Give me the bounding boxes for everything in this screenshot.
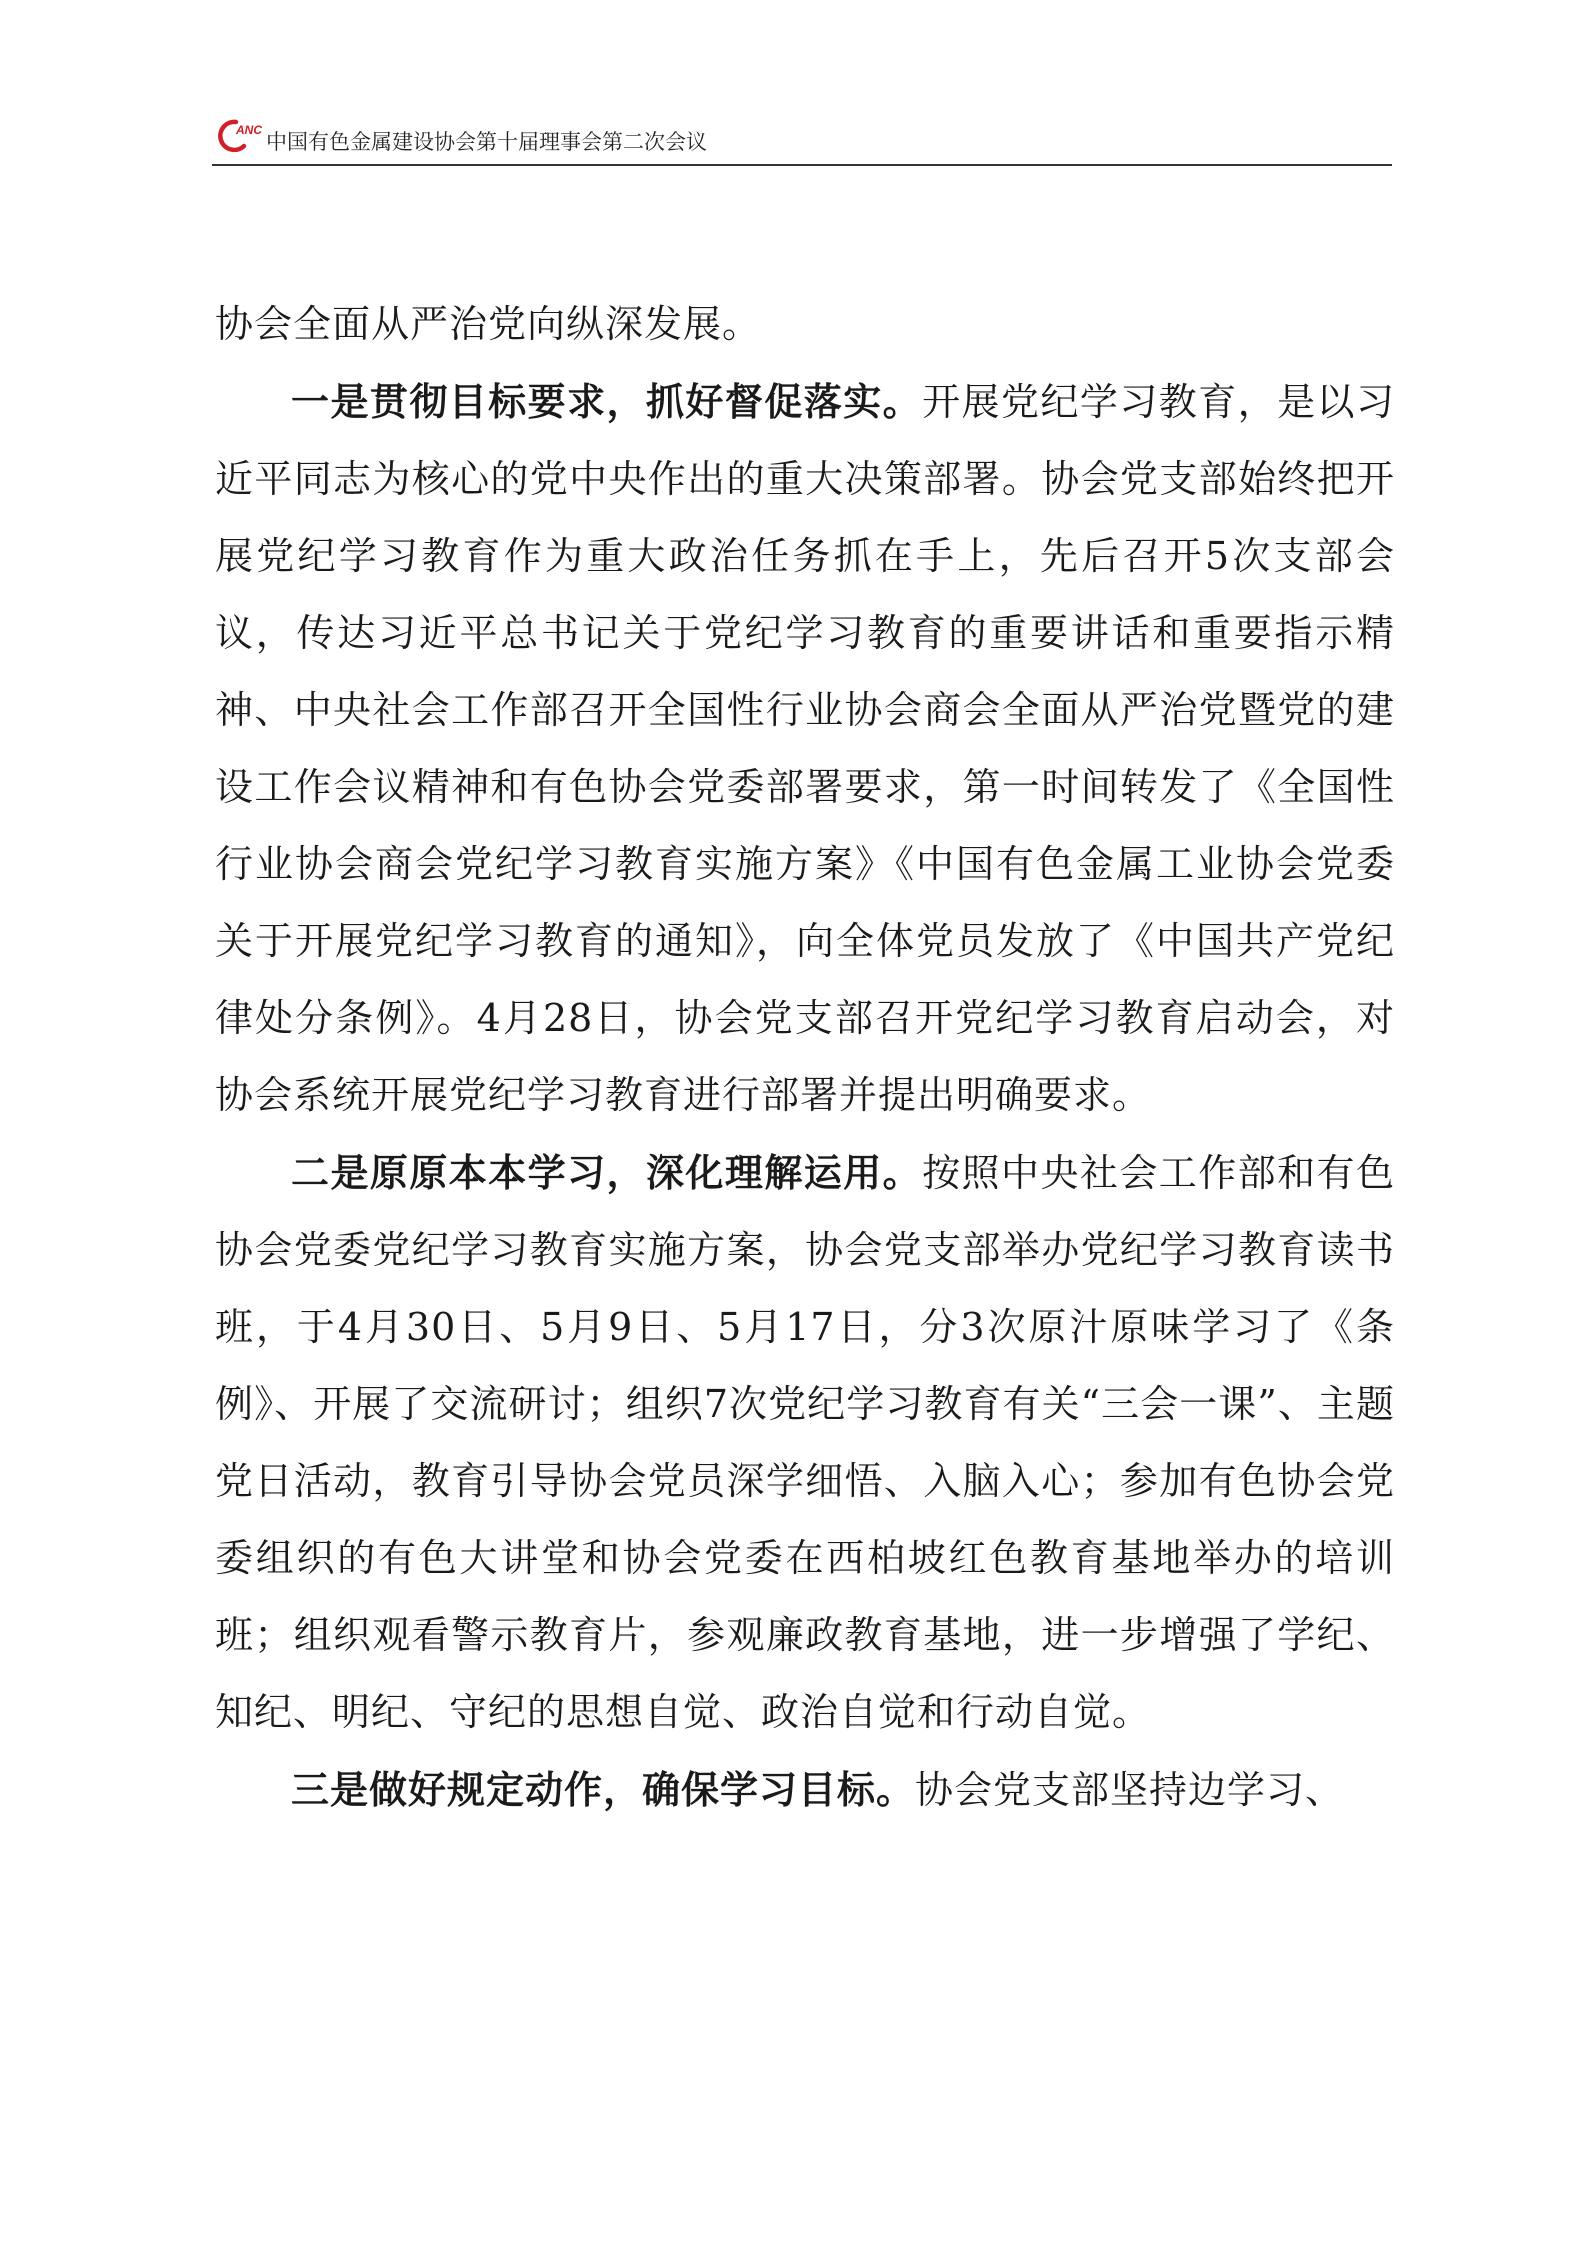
page-header [212,112,1392,166]
paragraph-item-two [215,1134,1395,1751]
paragraph-lead: 一是贯彻目标要求，抓好督促落实。 [291,379,923,424]
document-body [215,286,1395,1829]
association-logo-icon [214,114,268,156]
paragraph-continued [215,286,1395,363]
header-title: 中国有色金属建设协会第十届理事会第二次会议 [266,130,707,154]
svg-text:ANC: ANC [236,123,262,137]
paragraph-text: 开展党纪学习教育，是以习近平同志为核心的党中央作出的重大决策部署。协会党支部始终把开展党纪学习教育作为重大政治任务抓在手上，先后召开5次支部会议，传达习近平总书记关于党纪学习教育的重要讲话和重要指示精神、中央社会工作部召开全国性行业协会商会全面从严治党暨党的建设工作会议精神和有色协会党委部署要求，第一时间转发了《全国性行业协会商会党纪学习教育实施方案》《中国有色金属工业协会党委关于开展党纪学习教育的通知》，向全体党员发放了《中国共产党纪律处分条例》。4月28日，协会党支部召开党纪学习教育启动会，对协会系统开展党纪学习教育进行部署并提出明确要求。 [215,380,1395,1117]
paragraph-item-three [215,1751,1395,1829]
paragraph-text: 按照中央社会工作部和有色协会党委党纪学习教育实施方案，协会党支部举办党纪学习教育读书班，于4月30日、5月9日、5月17日，分3次原汁原味学习了《条例》、开展了交流研讨；组织7次党纪学习教育有关“三会一课”、主题党日活动，教育引导协会党员深学细悟、入脑入心；参加有色协会党委组织的有色大讲堂和协会党委在西柏坡红色教育基地举办的培训班；组织观看警示教育片，参观廉政教育基地，进一步增强了学纪、知纪、明纪、守纪的思想自觉、政治自觉和行动自觉。 [215,1151,1395,1734]
paragraph-text: 协会全面从严治党向纵深发展。 [215,302,762,346]
paragraph-lead: 三是做好规定动作，确保学习目标。 [291,1767,916,1812]
paragraph-text: 协会党支部坚持边学习、 [915,1768,1345,1812]
paragraph-lead: 二是原原本本学习，深化理解运用。 [291,1150,923,1195]
paragraph-item-one [215,363,1395,1134]
